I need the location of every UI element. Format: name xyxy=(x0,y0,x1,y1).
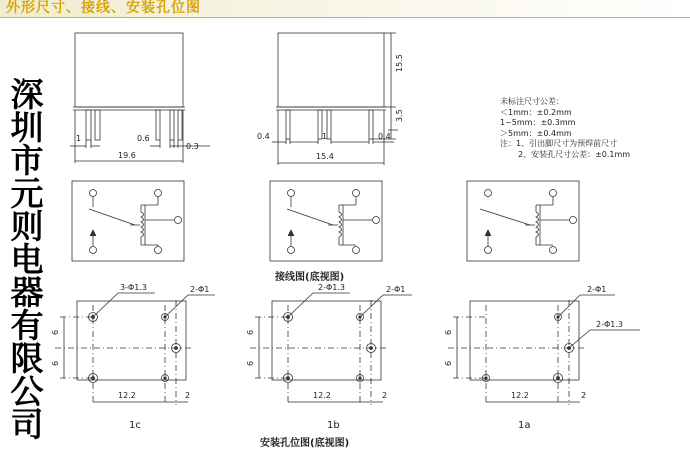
company-char: 有 xyxy=(10,306,44,345)
dim-pin-width-right: 0.4 xyxy=(378,132,391,141)
pitch-h: 12.2 xyxy=(313,391,331,400)
hole-label-b: 2-Φ1.3 xyxy=(596,320,623,329)
mounting-caption: 安装孔位图(底视图) xyxy=(260,438,350,449)
dim-pin-width: 0.3 xyxy=(186,142,199,151)
wiring-diagram-1b xyxy=(270,181,382,261)
dim-pin-gap: 1 xyxy=(76,134,82,143)
wiring-diagram-1c xyxy=(72,181,184,261)
view-name: 1a xyxy=(518,420,531,431)
dim-pin-length: 3.5 xyxy=(395,109,404,122)
dim-pin-spacing: 0.6 xyxy=(137,134,150,143)
pitch-h2: 2 xyxy=(382,391,388,400)
view-name: 1b xyxy=(327,420,340,431)
mounting-labels-1a xyxy=(444,285,623,431)
dim-width: 19.6 xyxy=(118,151,136,160)
company-char: 司 xyxy=(10,405,44,444)
hole-label-b: 2-Φ1 xyxy=(386,285,406,294)
pitch-v2: 6 xyxy=(246,360,255,366)
company-char: 深 xyxy=(10,75,44,114)
wiring-caption: 接线图(底视图) xyxy=(275,272,345,283)
dim-pin-gap: 1 xyxy=(322,132,328,141)
pitch-v2: 6 xyxy=(444,360,453,366)
dim-height: 15.5 xyxy=(395,54,404,72)
tolerance-line: ＞5mm：±0.4mm xyxy=(500,128,572,138)
tolerance-note: 2、安装孔尺寸公差：±0.1mm xyxy=(518,149,631,159)
tolerance-line: 1~5mm：±0.3mm xyxy=(500,118,576,127)
tolerance-note: 注：1、引出脚尺寸为预焊前尺寸 xyxy=(500,139,618,148)
pitch-v1: 6 xyxy=(246,329,255,335)
company-char: 限 xyxy=(10,339,44,378)
mounting-labels-1b xyxy=(246,283,405,431)
mounting-holes-1a xyxy=(448,295,640,405)
tolerance-notes xyxy=(500,97,630,160)
dim-width: 15.4 xyxy=(316,152,334,161)
company-char: 元 xyxy=(10,174,44,213)
tolerance-title: 未标注尺寸公差： xyxy=(500,97,564,106)
pitch-h: 12.2 xyxy=(511,391,529,400)
view-name: 1c xyxy=(129,420,141,431)
hole-label-b: 2-Φ1 xyxy=(190,285,210,294)
dim-pin-width-left: 0.4 xyxy=(257,132,270,141)
mounting-holes-1c xyxy=(55,293,215,405)
company-char: 圳 xyxy=(10,108,44,147)
pitch-h: 12.2 xyxy=(118,391,136,400)
pitch-h2: 2 xyxy=(185,391,191,400)
company-char: 器 xyxy=(10,273,44,312)
hole-label-a: 3-Φ1.3 xyxy=(120,283,147,292)
hole-label-a: 2-Φ1 xyxy=(587,285,607,294)
tolerance-line: ＜1mm：±0.2mm xyxy=(500,107,572,117)
company-char: 则 xyxy=(10,207,44,246)
mounting-holes-1b xyxy=(250,293,412,405)
hole-label-a: 2-Φ1.3 xyxy=(318,283,345,292)
wiring-diagram-1a xyxy=(467,181,579,261)
pitch-h2: 2 xyxy=(581,391,587,400)
front-view-dims xyxy=(76,134,199,160)
pitch-v1: 6 xyxy=(444,329,453,335)
company-char: 市 xyxy=(10,141,44,180)
header-title: 外形尺寸、接线、安装孔位图 xyxy=(6,0,201,16)
outline-view-side xyxy=(272,33,398,165)
company-char: 公 xyxy=(10,372,44,411)
pitch-v2: 6 xyxy=(51,360,60,366)
company-char: 电 xyxy=(10,240,44,279)
pitch-v1: 6 xyxy=(51,329,60,335)
